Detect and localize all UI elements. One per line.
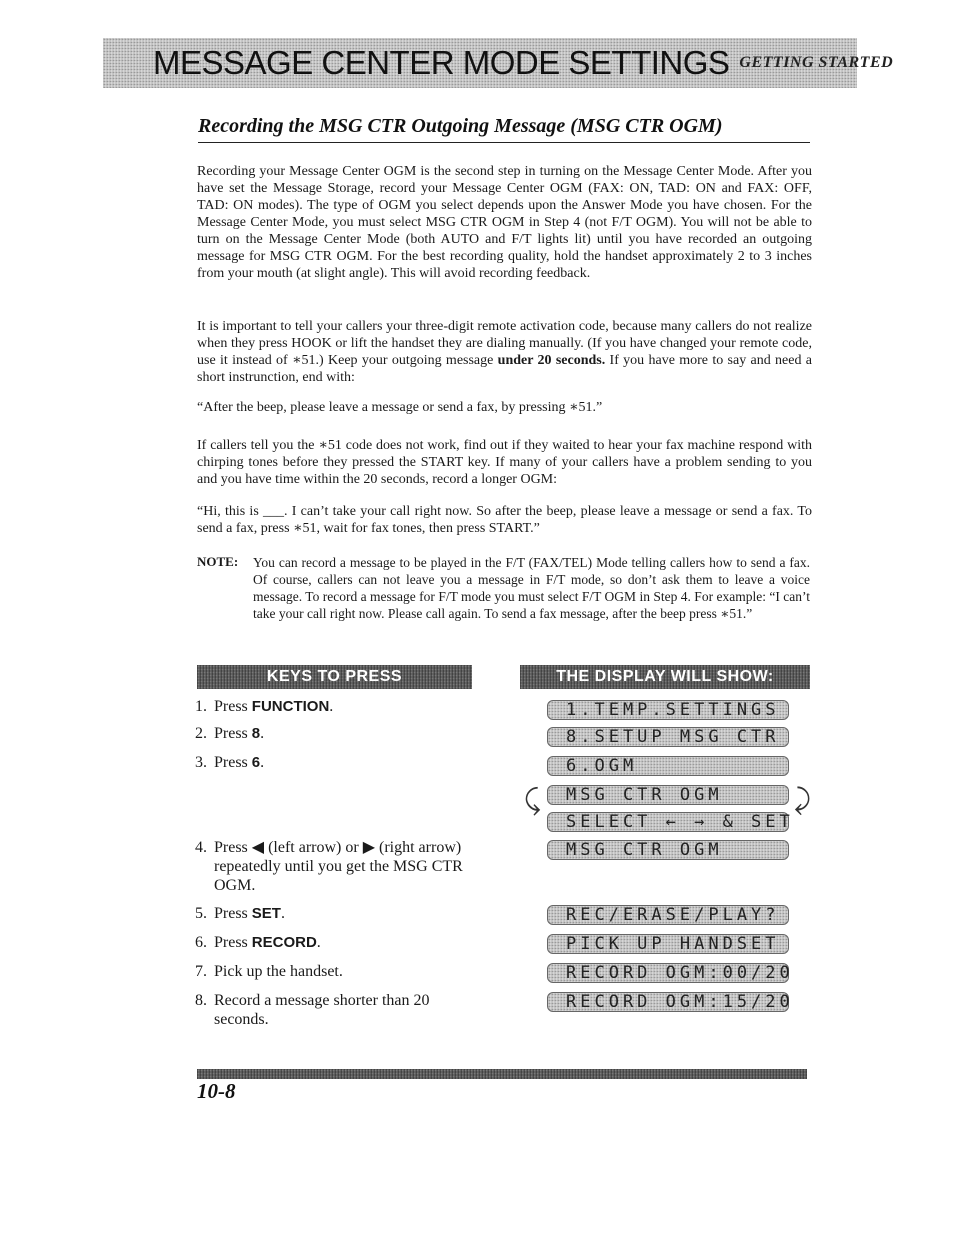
step-text-pre: Record a message shorter than 20 seconds. bbox=[214, 992, 430, 1028]
step-item bbox=[195, 838, 485, 895]
step-text-pre: Press bbox=[214, 905, 252, 922]
lcd-display: 8.SETUP MSG CTR bbox=[547, 727, 789, 747]
step-item bbox=[195, 753, 485, 772]
sample-message-1: “After the beep, please leave a message or send a fax, by pressing ∗51.” bbox=[197, 400, 603, 415]
step-item bbox=[195, 724, 485, 743]
step-text-post: . bbox=[329, 698, 334, 715]
remote-code-text-end: If you have more to say and need a short instrunction, end with: bbox=[197, 353, 812, 385]
remote-code-emphasis: under 20 seconds. bbox=[497, 353, 606, 368]
note-label: NOTE: bbox=[197, 554, 239, 569]
key-label: 8 bbox=[251, 725, 261, 742]
lcd-display: PICK UP HANDSET bbox=[547, 934, 789, 954]
step-text bbox=[214, 933, 485, 952]
step-text-post: . bbox=[260, 725, 265, 742]
lcd-display: RECORD OGM:15/20 bbox=[547, 992, 789, 1012]
key-label: 6 bbox=[251, 754, 261, 771]
header-band bbox=[103, 38, 894, 88]
remote-code-text: It is important to tell your callers your three-digit remote activation code, because many callers do not realize when they press HOOK or lift the handset they are dialing manually. (If you have changed your remote code, use it instead of ∗51.) Keep your outgoing message bbox=[197, 319, 812, 368]
step-text-post: . bbox=[260, 754, 265, 771]
step-text-pre: Press bbox=[214, 698, 252, 715]
step-number: 4. bbox=[195, 839, 207, 856]
step-number: 2. bbox=[195, 725, 207, 742]
step-text-pre: Press ◀ (left arrow) or ▶ (right arrow) repeatedly until you get the MSG CTR OGM. bbox=[214, 839, 463, 894]
page-number: 10-8 bbox=[197, 1079, 236, 1103]
page-subtitle: GETTING STARTED bbox=[739, 54, 894, 71]
step-item bbox=[195, 697, 485, 716]
step-text bbox=[214, 962, 485, 981]
step-number: 8. bbox=[195, 992, 207, 1009]
lcd-display: MSG CTR OGM bbox=[547, 840, 789, 860]
step-text-pre: Press bbox=[214, 754, 252, 771]
troubleshoot-paragraph: If callers tell you the ∗51 code does not work, find out if they waited to hear your fax machine respond with chirping tones before they pressed the START key. If many of your callers have a problem sending to you and you have time within the 20 seconds, record a longer OGM: bbox=[197, 438, 812, 487]
footer-rule bbox=[197, 1069, 807, 1079]
step-text-pre: Pick up the handset. bbox=[214, 963, 343, 980]
step-text bbox=[214, 753, 485, 772]
lcd-display: RECORD OGM:00/20 bbox=[547, 963, 789, 983]
step-number: 6. bbox=[195, 934, 207, 951]
step-item bbox=[195, 991, 485, 1029]
intro-paragraph: Recording your Message Center OGM is the second step in turning on the Message Center Mode. After you have set the Message Storage, record your Message Center OGM (FAX: ON, TAD: ON and FAX: OFF, TAD: ON modes). The type of OGM you select depends upon the Answer Mode you have chosen. For the Message Center Mode, you must select MSG CTR OGM in Step 4 (not F/T OGM). You will not be able to turn on the Message Center Mode (both AUTO and F/T lights lit) until you have recorded an outgoing message for MSG CTR OGM. For the best recording quality, hold the handset approximately 2 to 3 inches from your mouth (at slight angle). This will avoid recording feedback. bbox=[197, 164, 812, 281]
page-title: MESSAGE CENTER MODE SETTINGS bbox=[153, 44, 730, 81]
key-label: FUNCTION bbox=[251, 698, 330, 715]
step-text bbox=[214, 838, 485, 895]
alternating-display-right-arrow-icon: ⤸ bbox=[794, 783, 811, 816]
step-text bbox=[214, 697, 485, 716]
step-item bbox=[195, 962, 485, 981]
step-text-post: . bbox=[280, 905, 285, 922]
step-item bbox=[195, 933, 485, 952]
sample-message-2: “Hi, this is ___. I can’t take your call right now. So after the beep, please leave a message or send a fax. To send a fax, press ∗51, wait for fax tones, then press START.” bbox=[197, 504, 812, 536]
lcd-display: SELECT ← → & SET bbox=[547, 812, 789, 832]
step-number: 1. bbox=[195, 698, 207, 715]
key-label: SET bbox=[251, 905, 281, 922]
step-text-pre: Press bbox=[214, 934, 252, 951]
step-text-post: . bbox=[316, 934, 321, 951]
step-number: 5. bbox=[195, 905, 207, 922]
section-heading: Recording the MSG CTR Outgoing Message (MSG CTR OGM) bbox=[198, 115, 810, 143]
lcd-display: 6.OGM bbox=[547, 756, 789, 776]
key-label: RECORD bbox=[251, 934, 317, 951]
step-text bbox=[214, 904, 485, 923]
step-number: 3. bbox=[195, 754, 207, 771]
lcd-display: REC/ERASE/PLAY? bbox=[547, 905, 789, 925]
step-item bbox=[195, 904, 485, 923]
step-text-pre: Press bbox=[214, 725, 252, 742]
keys-to-press-heading: KEYS TO PRESS bbox=[197, 665, 472, 689]
step-text bbox=[214, 724, 485, 743]
display-will-show-heading: THE DISPLAY WILL SHOW: bbox=[520, 665, 810, 689]
note-text: You can record a message to be played in the F/T (FAX/TEL) Mode telling callers how to send a fax. Of course, callers can not leave you a message in F/T mode, so don’t ask them to leave a voice message. To record a message for F/T mode you must select F/T OGM in Step 4. For example: “I can’t take your call right now. Please call again. To send a fax message, after the beep press ∗51.” bbox=[253, 555, 810, 621]
lcd-display: 1.TEMP.SETTINGS bbox=[547, 700, 789, 720]
alternating-display-left-arrow-icon: ⤹ bbox=[524, 783, 541, 816]
lcd-display: MSG CTR OGM bbox=[547, 785, 789, 805]
step-number: 7. bbox=[195, 963, 207, 980]
remote-code-paragraph bbox=[197, 318, 812, 386]
step-text bbox=[214, 991, 485, 1029]
